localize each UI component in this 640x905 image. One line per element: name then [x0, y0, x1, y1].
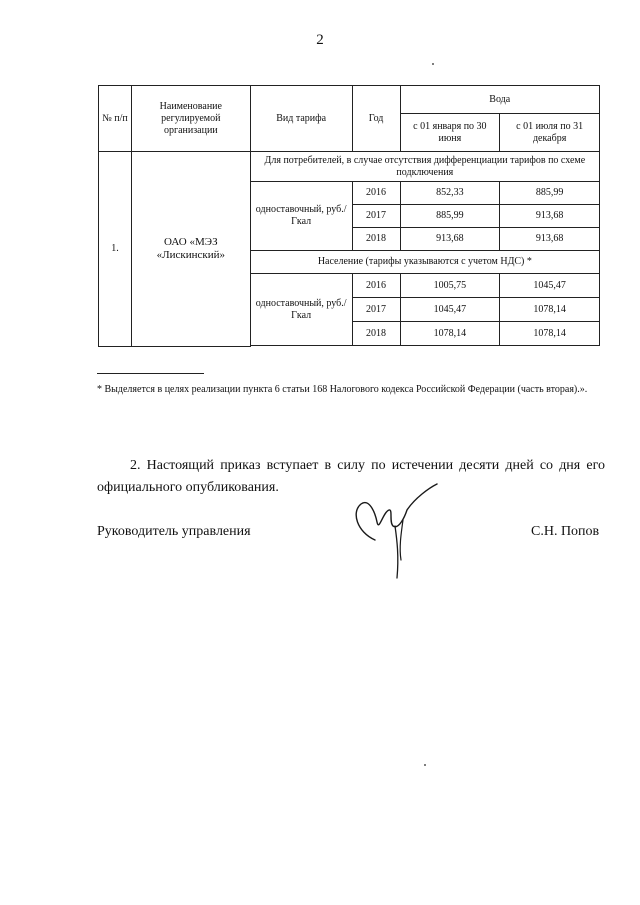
- header-period-1: с 01 января по 30 июня: [400, 114, 500, 152]
- scan-speck: [432, 63, 434, 65]
- value-cell: 1078,14: [400, 322, 500, 346]
- section1-title: Для потребителей, в случае отсутствия дифференциации тарифов по схеме подключения: [250, 152, 599, 182]
- page-number: 2: [316, 32, 324, 48]
- value-cell: 1045,47: [500, 274, 600, 298]
- section2-title: Население (тарифы указываются с учетом НДС) *: [250, 251, 599, 274]
- tariff-table: [98, 85, 600, 347]
- footnote: * Выделяется в целях реализации пункта 6 статьи 168 Налогового кодекса Российской Федерации (часть вторая).».: [97, 384, 588, 395]
- year-cell: 2017: [352, 298, 400, 322]
- header-tariff-type: Вид тарифа: [250, 86, 352, 152]
- value-cell: 885,99: [400, 205, 500, 228]
- year-cell: 2018: [352, 228, 400, 251]
- header-row-1: [99, 86, 600, 114]
- value-cell: 885,99: [500, 182, 600, 205]
- value-cell: 913,68: [500, 205, 600, 228]
- value-cell: 1045,47: [400, 298, 500, 322]
- row-number: 1.: [99, 152, 132, 347]
- year-cell: 2016: [352, 182, 400, 205]
- year-cell: 2017: [352, 205, 400, 228]
- signer-title: Руководитель управления: [97, 524, 251, 539]
- value-cell: 1078,14: [500, 298, 600, 322]
- section2-tariff-type: одноставочный, руб./Гкал: [250, 274, 352, 346]
- year-cell: 2016: [352, 274, 400, 298]
- header-org: Наименование регулируемой организации: [131, 86, 250, 152]
- scan-speck: [424, 764, 426, 766]
- order-paragraph: 2. Настоящий приказ вступает в силу по истечении десяти дней со дня его официального опубликования.: [97, 458, 605, 495]
- value-cell: 1005,75: [400, 274, 500, 298]
- header-year: Год: [352, 86, 400, 152]
- header-num: № п/п: [99, 86, 132, 152]
- signature-image: [345, 482, 445, 582]
- section1-title-row: [99, 152, 600, 182]
- header-water: Вода: [400, 86, 600, 114]
- value-cell: 913,68: [500, 228, 600, 251]
- footnote-divider: [97, 373, 204, 374]
- value-cell: 1078,14: [500, 322, 600, 346]
- section1-tariff-type: одноставочный, руб./Гкал: [250, 182, 352, 251]
- organization-name: ОАО «МЭЗ «Лискинский»: [131, 152, 250, 347]
- value-cell: 852,33: [400, 182, 500, 205]
- value-cell: 913,68: [400, 228, 500, 251]
- signer-name: С.Н. Попов: [531, 524, 600, 539]
- header-period-2: с 01 июля по 31 декабря: [500, 114, 600, 152]
- year-cell: 2018: [352, 322, 400, 346]
